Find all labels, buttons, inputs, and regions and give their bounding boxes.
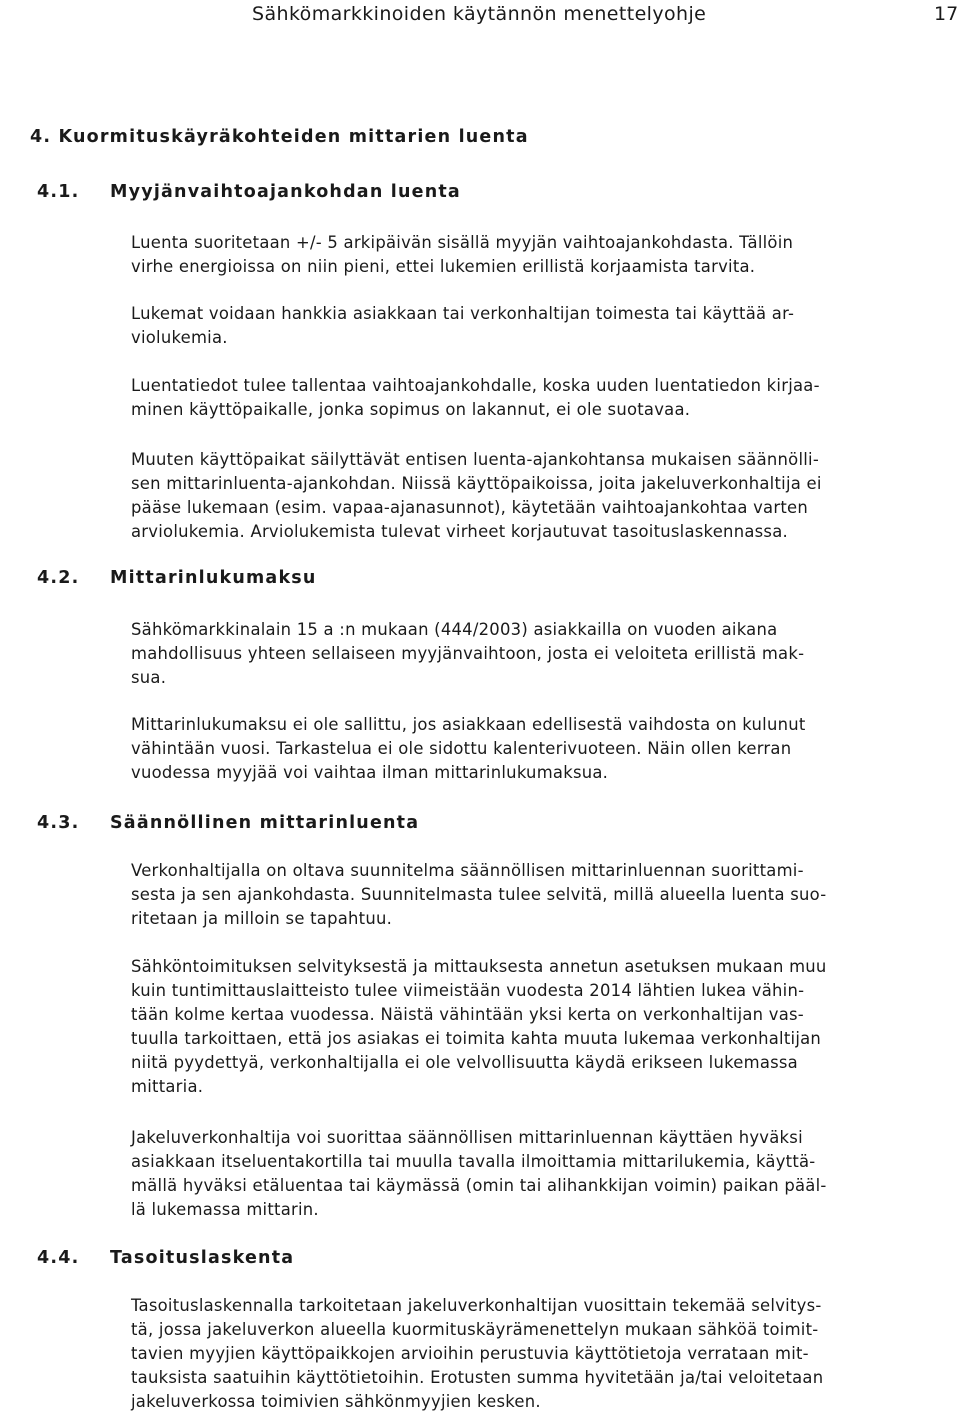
paragraph xyxy=(131,618,931,690)
section-number: 4.4. xyxy=(37,1248,80,1268)
text-line: mällä hyväksi etäluentaa tai käymässä (omin tai alihankkijan voimin) paikan pääl- xyxy=(131,1176,827,1195)
section-number: 4.1. xyxy=(37,182,80,202)
text-line: arviolukemia. Arviolukemista tulevat virheet korjautuvat tasoituslaskennassa. xyxy=(131,522,788,541)
page-number: 17 xyxy=(934,3,959,25)
text-line: vuodessa myyjää voi vaihtaa ilman mittarinlukumaksua. xyxy=(131,763,609,782)
text-line: Tasoituslaskennalla tarkoitetaan jakeluverkonhaltijan vuosittain tekemää selvitys- xyxy=(131,1296,822,1315)
text-line: minen käyttöpaikalle, jonka sopimus on lakannut, ei ole suotavaa. xyxy=(131,400,691,419)
text-line: tavien myyjien käyttöpaikkojen arvioihin perustuvia käyttötietoja verrataan mit- xyxy=(131,1344,809,1363)
document-title: Sähkömarkkinoiden käytännön menettelyohje xyxy=(252,3,707,25)
text-line: tuulla tarkoittaen, että jos asiakas ei toimita kahta muuta lukemaa verkonhaltijan xyxy=(131,1029,822,1048)
text-line: vähintään vuosi. Tarkastelua ei ole sidottu kalenterivuoteen. Näin ollen kerran xyxy=(131,739,792,758)
text-line: Luentatiedot tulee tallentaa vaihtoajankohdalle, koska uuden luentatiedon kirjaa- xyxy=(131,376,820,395)
paragraph xyxy=(131,374,931,422)
text-line: tään kolme kertaa vuodessa. Näistä vähintään yksi kerta on verkonhaltijan vas- xyxy=(131,1005,804,1024)
paragraph xyxy=(131,448,931,544)
text-line: tauksista saatuihin käyttötietoihin. Erotusten summa hyvitetään ja/tai veloitetaan xyxy=(131,1368,824,1387)
text-line: jakeluverkossa toimivien sähkönmyyjien kesken. xyxy=(131,1392,541,1411)
text-line: Luenta suoritetaan +/- 5 arkipäivän sisällä myyjän vaihtoajankohdasta. Tällöin xyxy=(131,233,794,252)
text-line: niitä pyydettyä, verkonhaltijalla ei ole velvollisuutta käydä erikseen lukemassa xyxy=(131,1053,798,1072)
paragraph xyxy=(131,302,931,350)
page-header xyxy=(0,0,960,30)
paragraph xyxy=(131,859,931,931)
text-line: lä lukemassa mittarin. xyxy=(131,1200,319,1219)
text-line: sua. xyxy=(131,668,167,687)
paragraph xyxy=(131,1126,931,1222)
text-line: Jakeluverkonhaltija voi suorittaa säännöllisen mittarinluennan käyttäen hyväksi xyxy=(131,1128,803,1147)
chapter-heading: 4. Kuormituskäyräkohteiden mittarien luenta xyxy=(30,127,529,147)
text-line: Mittarinlukumaksu ei ole sallittu, jos asiakkaan edellisestä vaihdosta on kulunut xyxy=(131,715,806,734)
text-line: pääse lukemaan (esim. vapaa-ajanasunnot), käytetään vaihtoajankohtaa varten xyxy=(131,498,808,517)
text-line: Sähkömarkkinalain 15 a :n mukaan (444/2003) asiakkailla on vuoden aikana xyxy=(131,620,778,639)
text-line: Sähköntoimituksen selvityksestä ja mittauksesta annetun asetuksen mukaan muu xyxy=(131,957,827,976)
section-title: Säännöllinen mittarinluenta xyxy=(110,813,420,833)
text-line: kuin tuntimittauslaitteisto tulee viimeistään vuodesta 2014 lähtien lukea vähin- xyxy=(131,981,805,1000)
text-line: ritetaan ja milloin se tapahtuu. xyxy=(131,909,393,928)
text-line: virhe energioissa on niin pieni, ettei lukemien erillistä korjaamista tarvita. xyxy=(131,257,756,276)
section-title: Tasoituslaskenta xyxy=(110,1248,295,1268)
text-line: Verkonhaltijalla on oltava suunnitelma säännöllisen mittarinluennan suorittami- xyxy=(131,861,804,880)
paragraph xyxy=(131,1294,931,1414)
text-line: Muuten käyttöpaikat säilyttävät entisen luenta-ajankohtansa mukaisen säännölli- xyxy=(131,450,820,469)
text-line: sesta ja sen ajankohdasta. Suunnitelmasta tulee selvitä, millä alueella luenta suo- xyxy=(131,885,827,904)
text-line: mahdollisuus yhteen sellaiseen myyjänvaihtoon, josta ei veloiteta erillistä mak- xyxy=(131,644,805,663)
section-title: Myyjänvaihtoajankohdan luenta xyxy=(110,182,461,202)
text-line: violukemia. xyxy=(131,328,228,347)
text-line: mittaria. xyxy=(131,1077,204,1096)
text-line: asiakkaan itseluentakortilla tai muulla tavalla ilmoittamia mittarilukemia, käyttä- xyxy=(131,1152,816,1171)
paragraph xyxy=(131,713,931,785)
text-line: tä, jossa jakeluverkon alueella kuormituskäyrämenettelyn mukaan sähköä toimit- xyxy=(131,1320,819,1339)
paragraph xyxy=(131,231,931,279)
section-number: 4.3. xyxy=(37,813,80,833)
section-title: Mittarinlukumaksu xyxy=(110,568,317,588)
text-line: sen mittarinluenta-ajankohdan. Niissä käyttöpaikoissa, joita jakeluverkonhaltija ei xyxy=(131,474,822,493)
section-number: 4.2. xyxy=(37,568,80,588)
text-line: Lukemat voidaan hankkia asiakkaan tai verkonhaltijan toimesta tai käyttää ar- xyxy=(131,304,795,323)
paragraph xyxy=(131,955,931,1099)
